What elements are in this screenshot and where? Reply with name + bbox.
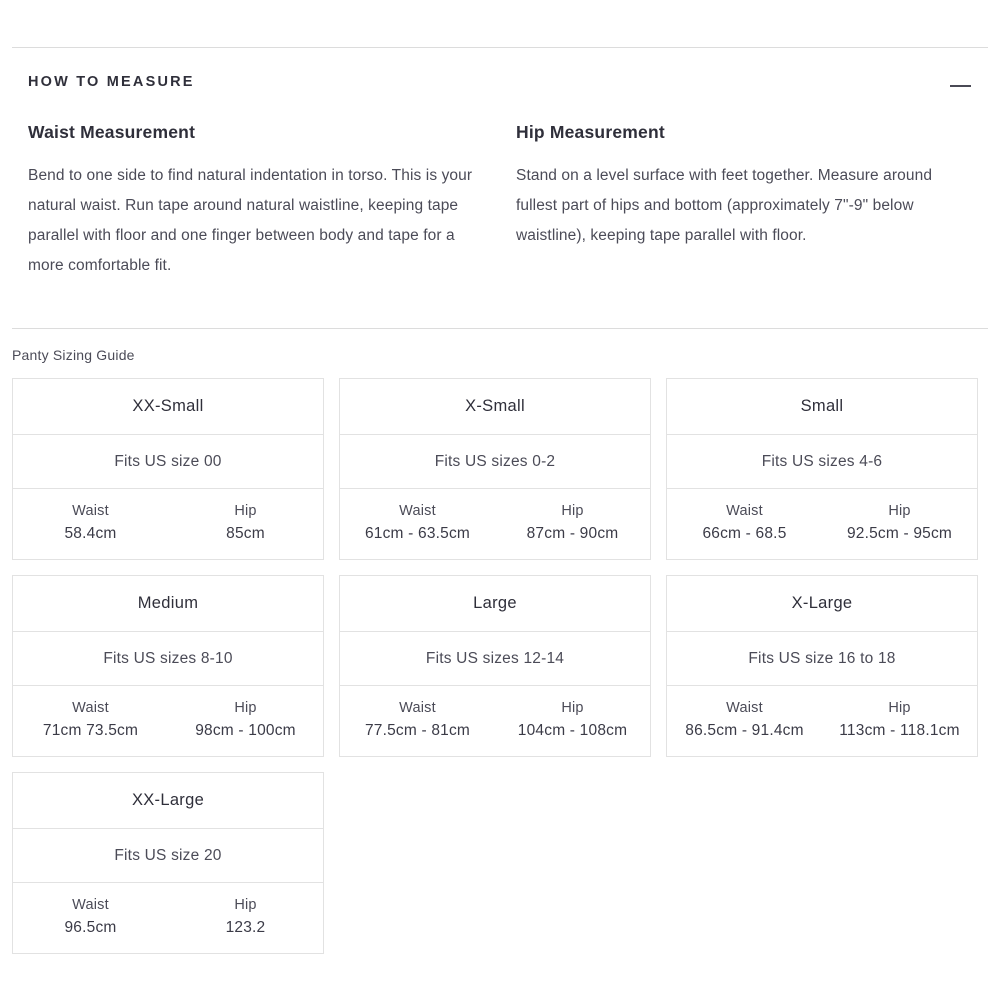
size-card-title: XX-Large xyxy=(13,773,323,829)
hip-label: Hip xyxy=(234,897,257,913)
size-card-waist xyxy=(340,700,495,740)
size-card-fits: Fits US sizes 8-10 xyxy=(13,632,323,686)
hip-value: 113cm - 118.1cm xyxy=(839,722,960,739)
size-card-waist xyxy=(667,700,822,740)
size-card-fits: Fits US size 20 xyxy=(13,829,323,883)
size-card-hip xyxy=(495,503,650,543)
size-card-waist xyxy=(13,897,168,937)
size-card-fits: Fits US sizes 4-6 xyxy=(667,435,977,489)
hip-label: Hip xyxy=(888,503,911,519)
size-card-fits: Fits US sizes 12-14 xyxy=(340,632,650,686)
hip-value: 92.5cm - 95cm xyxy=(846,525,953,542)
waist-measurement-heading: Waist Measurement xyxy=(28,122,196,142)
hip-value: 104cm - 108cm xyxy=(517,722,628,739)
hip-label: Hip xyxy=(888,700,911,716)
size-card xyxy=(12,772,324,954)
waist-value: 71cm 73.5cm xyxy=(42,722,139,739)
hip-label: Hip xyxy=(561,700,584,716)
size-card-measurements xyxy=(667,686,977,756)
waist-label: Waist xyxy=(726,700,763,716)
waist-value: 86.5cm - 91.4cm xyxy=(685,722,804,739)
size-card-waist xyxy=(13,503,168,543)
size-card xyxy=(12,378,324,560)
section-title: HOW TO MEASURE xyxy=(28,74,195,90)
waist-label: Waist xyxy=(399,503,436,519)
size-card-hip xyxy=(168,897,323,937)
size-card-title: Large xyxy=(340,576,650,632)
size-card-waist xyxy=(340,503,495,543)
panty-sizing-guide-label: Panty Sizing Guide xyxy=(12,347,135,363)
hip-label: Hip xyxy=(561,503,584,519)
size-card-measurements xyxy=(13,883,323,953)
hip-value: 85cm xyxy=(226,525,265,542)
hip-label: Hip xyxy=(234,503,257,519)
hip-value: 98cm - 100cm xyxy=(195,722,296,739)
size-card-hip xyxy=(168,503,323,543)
waist-value: 77.5cm - 81cm xyxy=(364,722,471,739)
size-card xyxy=(339,378,651,560)
size-card-fits: Fits US size 16 to 18 xyxy=(667,632,977,686)
waist-measurement-text: Bend to one side to find natural indentation in torso. This is your natural waist. Run tape around natural waistline, keeping tape parallel with floor and one finger between body and tape for a more comfortable fit. xyxy=(28,167,473,274)
waist-label: Waist xyxy=(726,503,763,519)
size-card-title: X-Large xyxy=(667,576,977,632)
size-card xyxy=(12,575,324,757)
size-card-hip xyxy=(822,503,977,543)
size-card-hip xyxy=(168,700,323,740)
hip-value: 87cm - 90cm xyxy=(526,525,619,542)
size-card-hip xyxy=(822,700,977,740)
waist-label: Waist xyxy=(72,897,109,913)
size-card-fits: Fits US size 00 xyxy=(13,435,323,489)
size-card-title: XX-Small xyxy=(13,379,323,435)
waist-value: 66cm - 68.5 xyxy=(702,525,787,542)
size-card-hip xyxy=(495,700,650,740)
waist-label: Waist xyxy=(72,700,109,716)
waist-value: 58.4cm xyxy=(64,525,117,542)
size-card-measurements xyxy=(340,686,650,756)
middle-divider xyxy=(12,328,988,329)
minus-icon[interactable] xyxy=(950,74,974,96)
size-card-title: Small xyxy=(667,379,977,435)
waist-value: 96.5cm xyxy=(64,919,117,936)
waist-label: Waist xyxy=(399,700,436,716)
waist-label: Waist xyxy=(72,503,109,519)
hip-measurement-heading: Hip Measurement xyxy=(516,122,665,142)
waist-value: 61cm - 63.5cm xyxy=(364,525,471,542)
measurement-instructions xyxy=(28,122,972,281)
size-card xyxy=(666,378,978,560)
hip-label: Hip xyxy=(234,700,257,716)
hip-value: 123.2 xyxy=(225,919,266,936)
size-card xyxy=(339,575,651,757)
minus-icon-bar xyxy=(950,85,971,87)
size-card-grid xyxy=(12,378,988,954)
hip-measurement-column xyxy=(516,122,972,281)
top-divider xyxy=(12,47,988,48)
size-card-measurements xyxy=(13,686,323,756)
size-card-fits: Fits US sizes 0-2 xyxy=(340,435,650,489)
size-card-title: Medium xyxy=(13,576,323,632)
waist-measurement-column xyxy=(28,122,484,281)
size-card-measurements xyxy=(667,489,977,559)
size-card-measurements xyxy=(13,489,323,559)
size-card xyxy=(666,575,978,757)
size-card-measurements xyxy=(340,489,650,559)
hip-measurement-text: Stand on a level surface with feet together. Measure around fullest part of hips and bottom (approximately 7"-9" below waistline), keeping tape parallel with floor. xyxy=(516,167,933,244)
size-card-waist xyxy=(13,700,168,740)
size-card-title: X-Small xyxy=(340,379,650,435)
size-card-waist xyxy=(667,503,822,543)
